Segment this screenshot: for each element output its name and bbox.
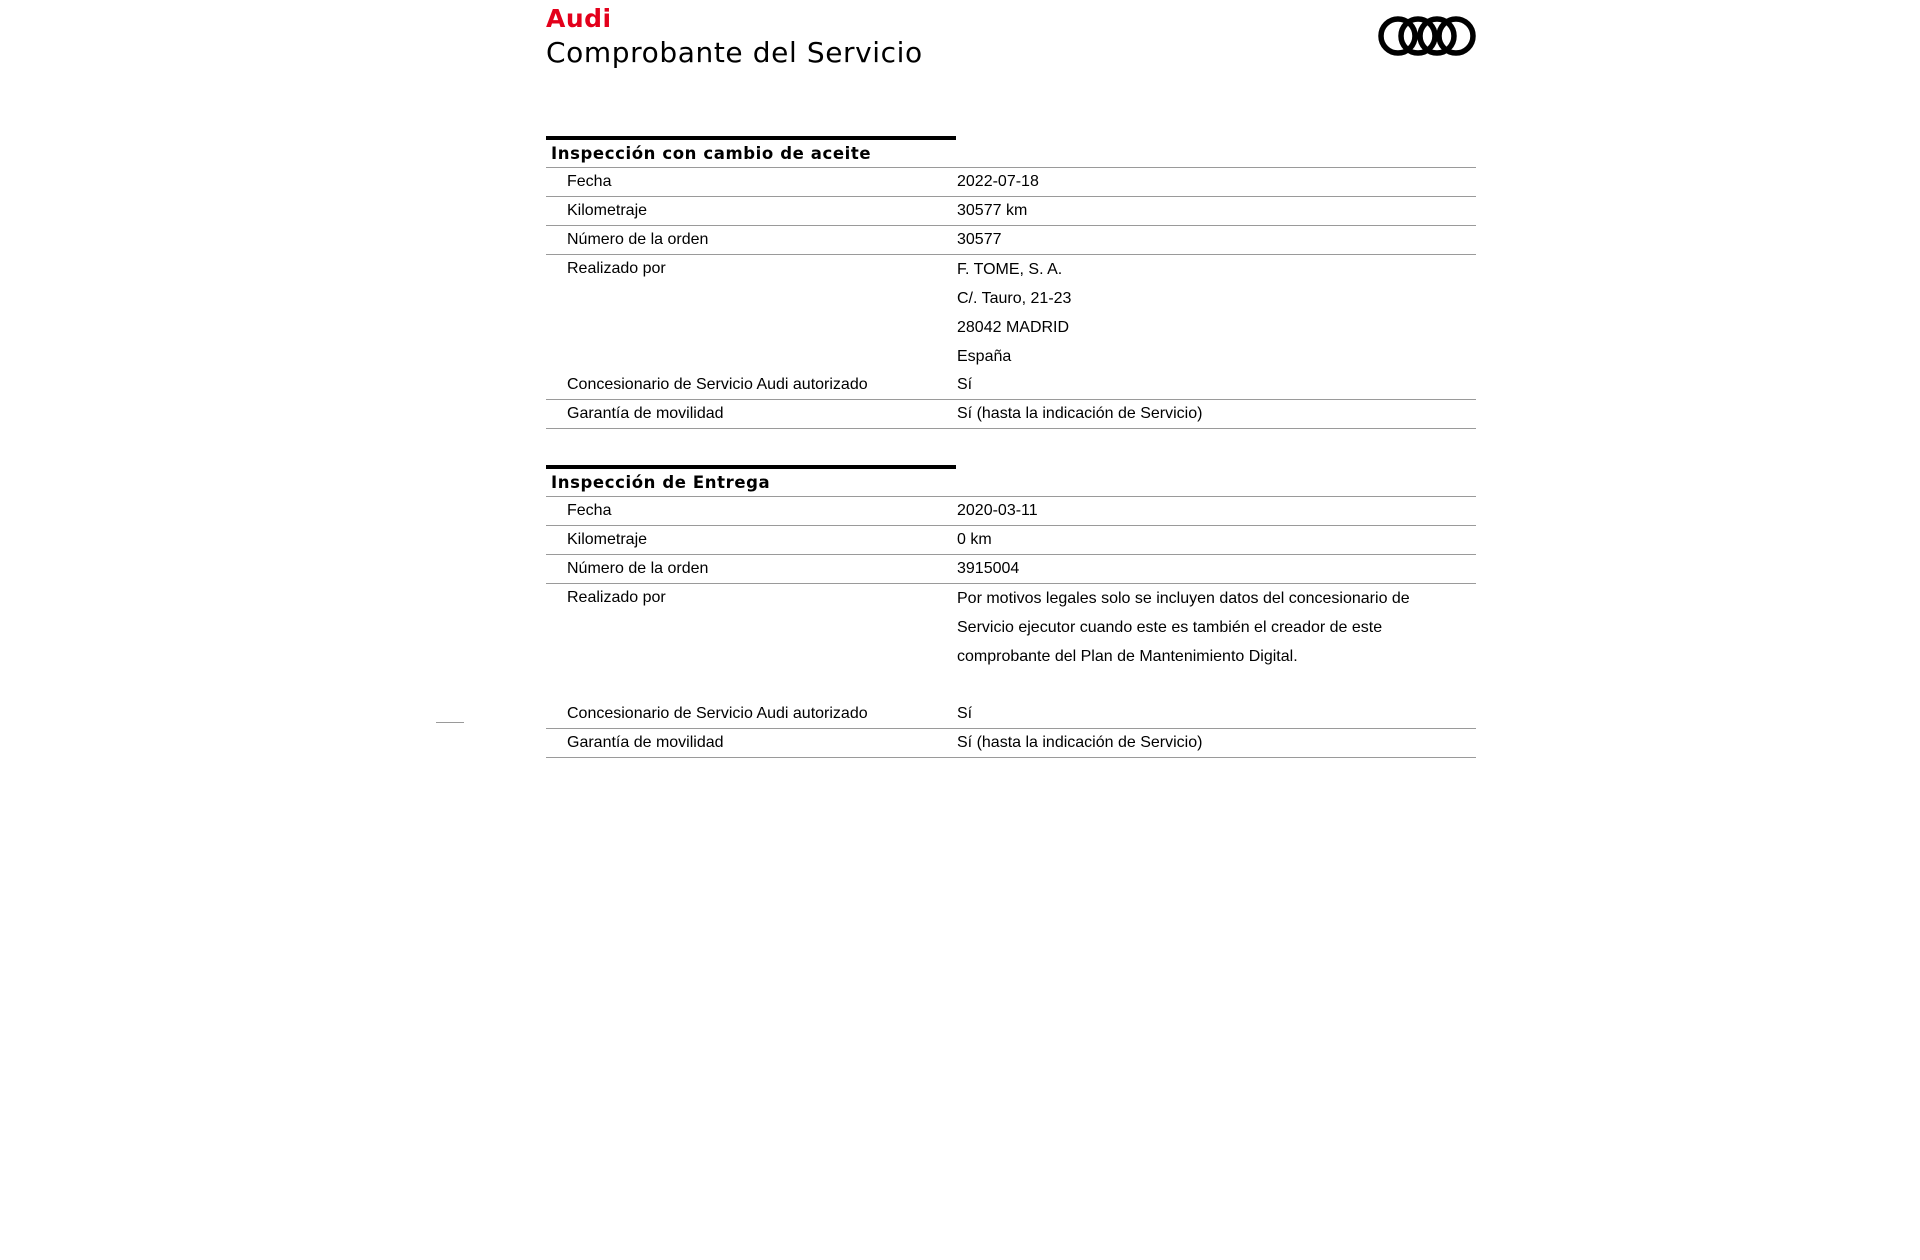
row-numero-orden — [546, 226, 1476, 255]
document-title: Comprobante del Servicio — [546, 36, 923, 69]
row-label: Fecha — [567, 502, 612, 519]
row-value — [957, 400, 1476, 428]
row-label: Número de la orden — [567, 560, 709, 577]
row-label: Realizado por — [567, 589, 666, 606]
row-value — [957, 371, 1476, 399]
row-fecha — [546, 497, 1476, 526]
row-label: Garantía de movilidad — [567, 734, 724, 751]
row-label: Realizado por — [567, 260, 666, 277]
service-document — [546, 0, 1476, 758]
row-label: Kilometraje — [567, 202, 648, 219]
value-line: Sí — [957, 705, 973, 722]
row-value — [957, 700, 1476, 728]
value-line: Sí — [957, 376, 973, 393]
row-fecha — [546, 168, 1476, 197]
section-title: Inspección de Entrega — [546, 469, 1476, 497]
value-line: F. TOME, S. A. — [957, 261, 1063, 278]
row-value — [957, 226, 1476, 254]
value-line: 30577 km — [957, 202, 1028, 219]
row-value — [957, 729, 1476, 757]
row-kilometraje — [546, 197, 1476, 226]
row-value — [957, 584, 1476, 700]
section-title: Inspección con cambio de aceite — [546, 140, 1476, 168]
row-label: Kilometraje — [567, 531, 648, 548]
value-line: Sí (hasta la indicación de Servicio) — [957, 405, 1203, 422]
value-line: Por motivos legales solo se incluyen datos del concesionario de — [957, 590, 1410, 607]
row-concesionario — [546, 700, 1476, 729]
value-line: 3915004 — [957, 560, 1020, 577]
row-garantia — [546, 400, 1476, 429]
row-numero-orden — [546, 555, 1476, 584]
row-label: Concesionario de Servicio Audi autorizado — [567, 376, 868, 393]
row-value — [957, 197, 1476, 225]
row-value — [957, 255, 1476, 371]
document-header — [546, 0, 1476, 70]
brand-name: Audi — [546, 4, 612, 33]
service-section-oil-change — [546, 136, 1476, 429]
row-label: Concesionario de Servicio Audi autorizado — [567, 705, 868, 722]
value-line: comprobante del Plan de Mantenimiento Digital. — [957, 648, 1298, 665]
row-value — [957, 555, 1476, 583]
value-line: España — [957, 348, 1012, 365]
row-label: Fecha — [567, 173, 612, 190]
service-section-delivery — [546, 465, 1476, 758]
value-line: 2022-07-18 — [957, 173, 1039, 190]
value-line: Sí (hasta la indicación de Servicio) — [957, 734, 1203, 751]
row-value — [957, 526, 1476, 554]
row-label: Número de la orden — [567, 231, 709, 248]
value-line: 28042 MADRID — [957, 319, 1070, 336]
row-value — [957, 168, 1476, 196]
row-realizado-por — [546, 255, 1476, 371]
row-value — [957, 497, 1476, 525]
value-line: 2020-03-11 — [957, 502, 1038, 519]
row-label: Garantía de movilidad — [567, 405, 724, 422]
value-line: 0 km — [957, 531, 992, 548]
row-realizado-por — [546, 584, 1476, 700]
row-concesionario — [546, 371, 1476, 400]
value-line: C/. Tauro, 21-23 — [957, 290, 1072, 307]
row-kilometraje — [546, 526, 1476, 555]
row-garantia — [546, 729, 1476, 758]
value-line: Servicio ejecutor cuando este es también el creador de este — [957, 619, 1383, 636]
margin-mark — [436, 722, 464, 723]
audi-rings-icon — [1378, 6, 1476, 66]
value-line: 30577 — [957, 231, 1002, 248]
